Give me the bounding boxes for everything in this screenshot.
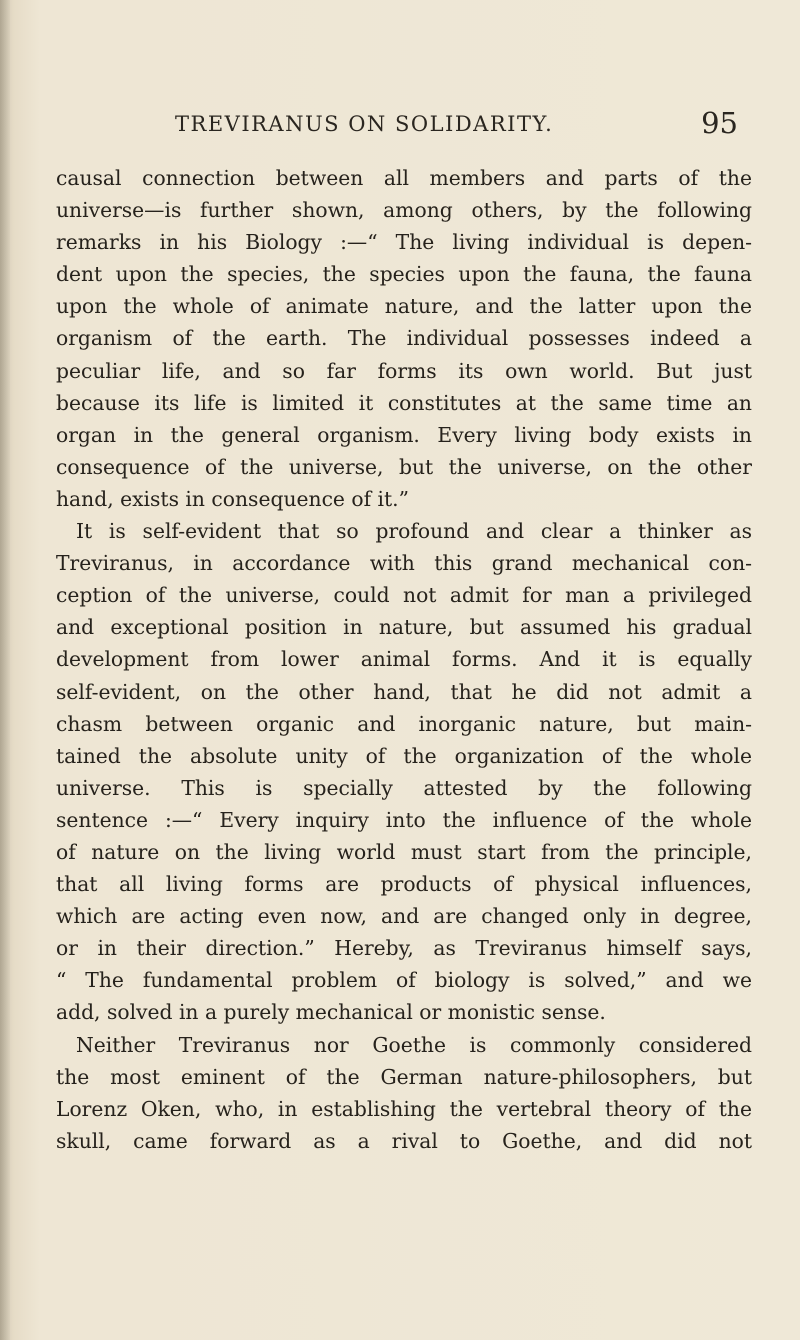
text-line: which are acting even now, and are changed only in degree, — [56, 904, 752, 929]
text-line: It is self-evident that so profound and clear a thinker as — [76, 519, 752, 544]
text-line: of nature on the living world must start from the principle, — [56, 839, 752, 864]
running-head: TREVIRANUS ON SOLIDARITY. — [175, 112, 554, 136]
text-line: ception of the universe, could not admit for man a privileged — [56, 583, 752, 608]
page-number: 95 — [701, 106, 738, 140]
text-line: skull, came forward as a rival to Goethe, and did not — [56, 1128, 752, 1153]
text-line: that all living forms are products of physical influences, — [56, 872, 752, 897]
text-line: or in their direction.” Hereby, as Treviranus himself says, — [56, 936, 752, 961]
text-line: organism of the earth. The individual possesses indeed a — [56, 326, 752, 351]
text-line: dent upon the species, the species upon the fauna, the fauna — [56, 262, 752, 287]
page-gutter-shadow — [0, 0, 10, 1340]
body-text — [56, 162, 752, 1157]
text-line: the most eminent of the German nature-philosophers, but — [56, 1064, 752, 1089]
text-line: universe. This is specially attested by the following — [56, 775, 752, 800]
text-line: Lorenz Oken, who, in establishing the vertebral theory of the — [56, 1096, 752, 1121]
text-line: sentence :—“ Every inquiry into the influence of the whole — [56, 807, 752, 832]
text-line: peculiar life, and so far forms its own world. But just — [56, 358, 752, 383]
page-header — [60, 106, 750, 146]
text-line: upon the whole of animate nature, and the latter upon the — [56, 294, 752, 319]
text-line: self-evident, on the other hand, that he did not admit a — [56, 679, 752, 704]
text-line: organ in the general organism. Every living body exists in — [56, 422, 752, 447]
text-line: and exceptional position in nature, but assumed his gradual — [56, 615, 752, 640]
text-line: chasm between organic and inorganic nature, but main- — [56, 711, 752, 736]
text-line: remarks in his Biology :—“ The living individual is depen- — [56, 230, 752, 255]
text-line: development from lower animal forms. And it is equally — [56, 647, 752, 672]
text-line: universe—is further shown, among others, by the following — [56, 198, 752, 223]
text-line: hand, exists in consequence of it.” — [56, 486, 410, 511]
text-line: tained the absolute unity of the organization of the whole — [56, 743, 752, 768]
text-line: consequence of the universe, but the universe, on the other — [56, 454, 752, 479]
text-line: causal connection between all members and parts of the — [56, 166, 752, 190]
text-line: “ The fundamental problem of biology is solved,” and we — [56, 968, 752, 993]
text-line: Neither Treviranus nor Goethe is commonly considered — [76, 1032, 752, 1057]
text-line: because its life is limited it constitutes at the same time an — [56, 390, 752, 415]
text-line: add, solved in a purely mechanical or monistic sense. — [56, 1000, 606, 1025]
text-line: Treviranus, in accordance with this grand mechanical con- — [56, 551, 752, 576]
